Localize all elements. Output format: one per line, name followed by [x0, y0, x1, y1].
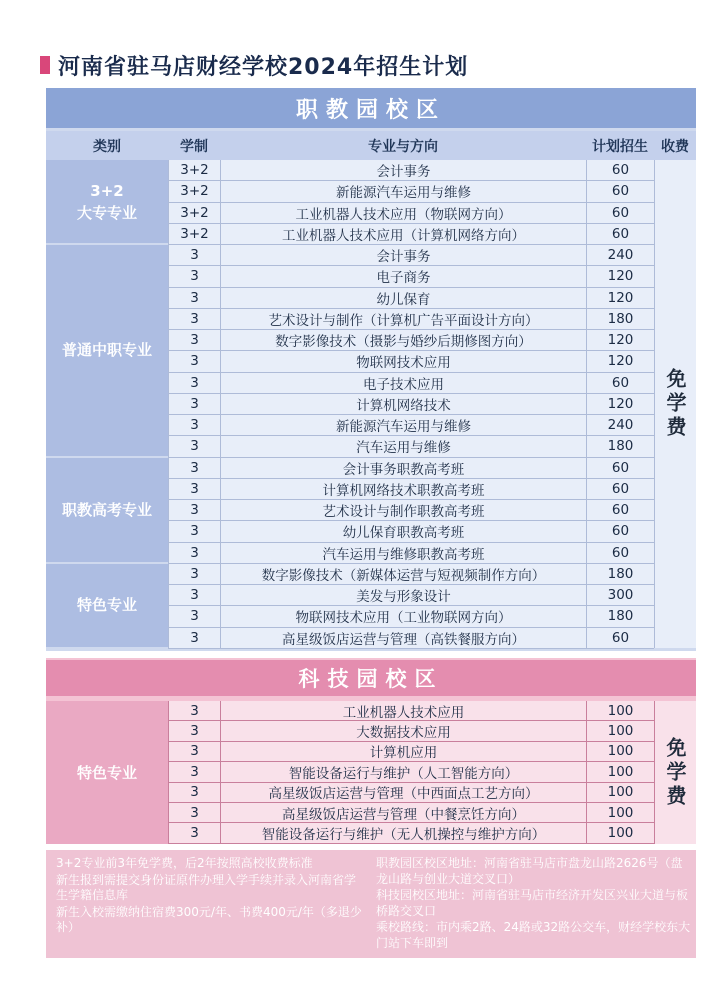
- duration-cell: 3: [168, 309, 220, 329]
- note-item: 新生入校需缴纳住宿费300元/年、书费400元/年（多退少补）: [56, 904, 362, 934]
- table-row: [168, 721, 654, 741]
- table-row: [168, 373, 654, 394]
- table-row: [168, 181, 654, 202]
- header-plan: 计划招生: [592, 138, 648, 155]
- table-row: [168, 266, 654, 287]
- table-row: [168, 330, 654, 351]
- category-label: 普通中职专业: [61, 341, 152, 360]
- table-row: [168, 203, 654, 224]
- major-cell: 会计事务职教高考班: [220, 458, 586, 478]
- major-cell: 工业机器人技术应用（物联网方向）: [220, 203, 586, 223]
- plan-cell: 180: [586, 309, 654, 329]
- table-row: [168, 224, 654, 245]
- section-b-rows: [168, 701, 654, 844]
- major-cell: 计算机应用: [220, 742, 586, 761]
- duration-cell: 3: [168, 415, 220, 435]
- table-row: [168, 351, 654, 372]
- plan-cell: 100: [586, 783, 654, 802]
- major-cell: 新能源汽车运用与维修: [220, 415, 586, 435]
- plan-cell: 100: [586, 721, 654, 740]
- duration-cell: 3+2: [168, 181, 220, 201]
- category-label: 特色专业: [76, 764, 137, 782]
- duration-cell: 3: [168, 721, 220, 740]
- note-item: 科技园校区地址：河南省驻马店市经济开发区兴业大道与板桥路交叉口: [376, 888, 689, 918]
- major-cell: 汽车运用与维修: [220, 436, 586, 456]
- table-row: [168, 500, 654, 521]
- category-cell: [46, 564, 168, 649]
- table-row: [168, 803, 654, 823]
- major-cell: 智能设备运行与维护（人工智能方向）: [220, 762, 586, 781]
- plan-cell: 60: [586, 203, 654, 223]
- major-cell: 电子技术应用: [220, 373, 586, 393]
- category-label: 3+2: [90, 181, 124, 200]
- plan-cell: 120: [586, 266, 654, 286]
- table-row: [168, 521, 654, 542]
- table-row: [168, 479, 654, 500]
- category-cell: [46, 160, 168, 245]
- table-row: [168, 309, 654, 330]
- fee-text: 免学费: [663, 736, 687, 809]
- table-row: [168, 783, 654, 803]
- plan-cell: 60: [586, 500, 654, 520]
- major-cell: 幼儿保育: [220, 288, 586, 308]
- page-title: 河南省驻马店财经学校2024年招生计划: [58, 54, 469, 80]
- table-row: [168, 415, 654, 436]
- plan-cell: 60: [586, 160, 654, 180]
- fee-cell: [654, 160, 696, 648]
- major-cell: 数字影像技术（新媒体运营与短视频制作方向）: [220, 564, 586, 584]
- duration-cell: 3+2: [168, 224, 220, 244]
- header-duration: 学制: [180, 138, 208, 155]
- plan-cell: 300: [586, 585, 654, 605]
- table-row: [168, 436, 654, 457]
- duration-cell: 3: [168, 606, 220, 626]
- duration-cell: 3: [168, 394, 220, 414]
- table-row: [168, 606, 654, 627]
- plan-cell: 60: [586, 628, 654, 648]
- title-marker: [40, 56, 50, 74]
- plan-cell: 180: [586, 606, 654, 626]
- plan-cell: 60: [586, 479, 654, 499]
- major-cell: 高星级饭店运营与管理（中餐烹饪方向）: [220, 803, 586, 822]
- plan-cell: 120: [586, 288, 654, 308]
- duration-cell: 3: [168, 628, 220, 648]
- plan-cell: 100: [586, 701, 654, 720]
- category-cell: [46, 458, 168, 564]
- major-cell: 美发与形象设计: [220, 585, 586, 605]
- plan-cell: 120: [586, 351, 654, 371]
- section-a-rows: [168, 160, 654, 649]
- plan-cell: 120: [586, 394, 654, 414]
- table-row: [168, 823, 654, 843]
- duration-cell: 3: [168, 351, 220, 371]
- major-cell: 幼儿保育职教高考班: [220, 521, 586, 541]
- duration-cell: 3: [168, 585, 220, 605]
- plan-cell: 180: [586, 564, 654, 584]
- note-item: 新生报到需提交身份证原件办理入学手续并录入河南省学生学籍信息库: [56, 872, 357, 902]
- duration-cell: 3: [168, 458, 220, 478]
- duration-cell: 3: [168, 742, 220, 761]
- section-a-banner: 职教园校区: [46, 88, 696, 128]
- major-cell: 工业机器人技术应用（计算机网络方向）: [220, 224, 586, 244]
- duration-cell: 3: [168, 500, 220, 520]
- major-cell: 大数据技术应用: [220, 721, 586, 740]
- table-row: [168, 458, 654, 479]
- plan-cell: 60: [586, 181, 654, 201]
- plan-cell: 120: [586, 330, 654, 350]
- table-row: [168, 742, 654, 762]
- table-row: [168, 762, 654, 782]
- major-cell: 智能设备运行与维护（无人机操控与维护方向）: [220, 823, 586, 842]
- plan-cell: 100: [586, 742, 654, 761]
- duration-cell: 3: [168, 436, 220, 456]
- major-cell: 高星级饭店运营与管理（中西面点工艺方向）: [220, 783, 586, 802]
- table-row: [168, 701, 654, 721]
- major-cell: 会计事务: [220, 245, 586, 265]
- major-cell: 工业机器人技术应用: [220, 701, 586, 720]
- duration-cell: 3: [168, 266, 220, 286]
- title-bar: [40, 50, 468, 80]
- table-row: [168, 564, 654, 585]
- duration-cell: 3: [168, 803, 220, 822]
- category-cell: [46, 245, 168, 458]
- major-cell: 艺术设计与制作（计算机广告平面设计方向）: [220, 309, 586, 329]
- category-label: 特色专业: [76, 596, 137, 615]
- table-row: [168, 160, 654, 181]
- table-row: [168, 543, 654, 564]
- table-row: [168, 394, 654, 415]
- fee-text: 免学费: [663, 368, 687, 440]
- plan-cell: 60: [586, 521, 654, 541]
- duration-cell: 3+2: [168, 160, 220, 180]
- fee-cell: [654, 701, 696, 844]
- duration-cell: 3: [168, 521, 220, 541]
- table-row: [168, 585, 654, 606]
- table-header-row: [46, 131, 696, 160]
- plan-cell: 60: [586, 224, 654, 244]
- plan-cell: 60: [586, 543, 654, 563]
- major-cell: 物联网技术应用: [220, 351, 586, 371]
- major-cell: 新能源汽车运用与维修: [220, 181, 586, 201]
- duration-cell: 3: [168, 823, 220, 842]
- header-fee: 收费: [661, 138, 689, 155]
- plan-cell: 240: [586, 245, 654, 265]
- major-cell: 艺术设计与制作职教高考班: [220, 500, 586, 520]
- note-item: 乘校路线：市内乘2路、24路或32路公交车，财经学校东大门站下车即到: [376, 920, 691, 950]
- duration-cell: 3: [168, 783, 220, 802]
- duration-cell: 3: [168, 245, 220, 265]
- duration-cell: 3+2: [168, 203, 220, 223]
- major-cell: 汽车运用与维修职教高考班: [220, 543, 586, 563]
- category-label: 大专专业: [76, 203, 137, 222]
- major-cell: 计算机网络技术职教高考班: [220, 479, 586, 499]
- major-cell: 电子商务: [220, 266, 586, 286]
- duration-cell: 3: [168, 479, 220, 499]
- duration-cell: 3: [168, 373, 220, 393]
- table-row: [168, 628, 654, 649]
- plan-cell: 100: [586, 762, 654, 781]
- major-cell: 物联网技术应用（工业物联网方向）: [220, 606, 586, 626]
- duration-cell: 3: [168, 543, 220, 563]
- notes-right: [376, 856, 691, 952]
- table-row: [168, 245, 654, 266]
- section-b-banner: 科技园校区: [46, 660, 696, 696]
- major-cell: 高星级饭店运营与管理（高铁餐服方向）: [220, 628, 586, 648]
- note-item: 3+2专业前3年免学费，后2年按照高校收费标准: [56, 856, 313, 870]
- plan-cell: 240: [586, 415, 654, 435]
- duration-cell: 3: [168, 762, 220, 781]
- category-cell: [46, 701, 168, 844]
- plan-cell: 100: [586, 823, 654, 842]
- header-major: 专业与方向: [368, 138, 438, 155]
- duration-cell: 3: [168, 564, 220, 584]
- duration-cell: 3: [168, 288, 220, 308]
- duration-cell: 3: [168, 330, 220, 350]
- notes-panel: [46, 850, 696, 958]
- major-cell: 计算机网络技术: [220, 394, 586, 414]
- category-label: 职教高考专业: [61, 500, 152, 519]
- duration-cell: 3: [168, 701, 220, 720]
- notes-left: [56, 856, 366, 937]
- plan-cell: 100: [586, 803, 654, 822]
- plan-cell: 60: [586, 458, 654, 478]
- plan-cell: 180: [586, 436, 654, 456]
- table-row: [168, 288, 654, 309]
- plan-cell: 60: [586, 373, 654, 393]
- major-cell: 会计事务: [220, 160, 586, 180]
- major-cell: 数字影像技术（摄影与婚纱后期修图方向）: [220, 330, 586, 350]
- header-category: 类别: [93, 138, 121, 155]
- note-item: 职教园区校区地址：河南省驻马店市盘龙山路2626号（盘龙山路与创业大道交叉口）: [376, 856, 683, 886]
